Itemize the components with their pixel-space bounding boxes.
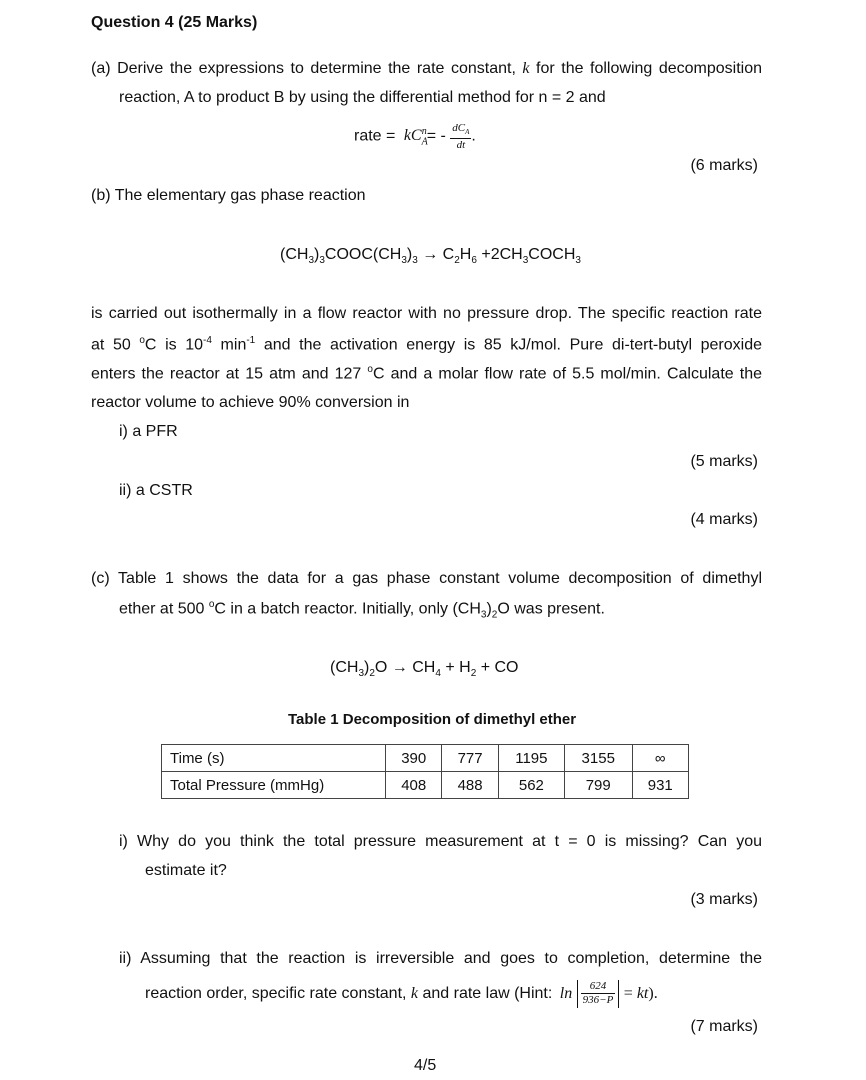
table-row-header: Total Pressure (mmHg) [162,772,386,799]
table-cell: 488 [442,772,498,799]
table-cell: 390 [386,745,442,772]
table-cell: 3155 [564,745,632,772]
part-c-marks-ii: (7 marks) [690,1018,758,1035]
hint-numerator: 624 [581,980,616,994]
hint-denominator: 936−P [582,993,614,1006]
part-b-intro: (b) The elementary gas phase reaction [91,187,366,204]
table-cell: 1195 [498,745,564,772]
part-b-marks-i: (5 marks) [690,453,758,470]
part-b-para-line-4: reactor volume to achieve 90% conversion in [91,394,410,411]
part-c-line-2: ether at 500 $^o$C in a batch reactor. Initially, only $(CH_3)_2O$ was present. [119,599,605,621]
table-title: Table 1 Decomposition of dimethyl ether [288,711,577,728]
table-cell: ∞ [632,745,688,772]
table-cell: 931 [632,772,688,799]
data-table [161,744,689,799]
table-cell: 562 [498,772,564,799]
rate-equation: rate = $kC_A^n=$ - $\frac{dC_A}{dt}$ . [354,121,476,151]
rate-label: rate = [354,127,396,145]
part-a-line-2: reaction, A to product B by using the differential method for n = 2 and [119,89,606,106]
hint-ln: ln [559,985,573,1002]
part-b-para-line-2: at 50 $^o$C is $10^{-4}$ $\min^{-1}$ and the activation energy is 85 kJ/mol. Pure di-tert-butyl peroxide [91,335,763,354]
question-title: Question 4 (25 Marks) [91,14,258,31]
table-row-time [162,745,689,772]
table-cell: 777 [442,745,498,772]
part-c-q-ii-line-1: ii) Assuming that the reaction is irreversible and goes to completion, determine the [119,950,762,967]
hint-bracket [577,980,620,1008]
part-b-sub-i: i) a PFR [119,423,178,440]
rate-kc: kC [403,127,422,145]
part-b-sub-ii: ii) a CSTR [119,482,193,499]
part-b-para-line-3: enters the reactor at 15 atm and 127 $^o$C and a molar flow rate of 5.5 mol/min. Calculate the [91,364,762,383]
table-row-pressure [162,772,689,799]
part-c-q-ii-line-2: reaction order, specific rate constant, k and rate law (Hint: ln $\frac{624}{936-P}$ = kt). [145,979,658,1006]
part-a-line-1: (a) Derive the expressions to determine the rate constant, k for the following decomposition [91,60,762,77]
part-c-q-i-line-1: i) Why do you think the total pressure measurement at t = 0 is missing? Can you [119,833,762,850]
part-a-marks: (6 marks) [690,157,758,174]
table-cell: 799 [564,772,632,799]
part-b-para-line-1: is carried out isothermally in a flow reactor with no pressure drop. The specific reaction rate [91,305,762,322]
part-c-q-i-line-2: estimate it? [145,862,227,879]
part-c-reaction: $(CH_3)_2O \to CH_4 + H_2$ + CO [330,659,519,680]
part-b-marks-ii: (4 marks) [690,511,758,528]
table-row-header: Time (s) [162,745,386,772]
table-cell: 408 [386,772,442,799]
part-b-reaction: $(CH_3)_3COOC(CH_3)_3 \to C_2H_6$ $+2CH_3COCH_3$ [280,246,581,267]
rate-fraction: $\frac{dC_A}{dt}$ [452,121,470,151]
part-c-marks-i: (3 marks) [690,891,758,908]
hint-rhs: = kt). [623,985,658,1002]
part-c-line-1: (c) Table 1 shows the data for a gas phase constant volume decomposition of dimethyl [91,570,762,587]
page-number: 4/5 [414,1057,437,1074]
